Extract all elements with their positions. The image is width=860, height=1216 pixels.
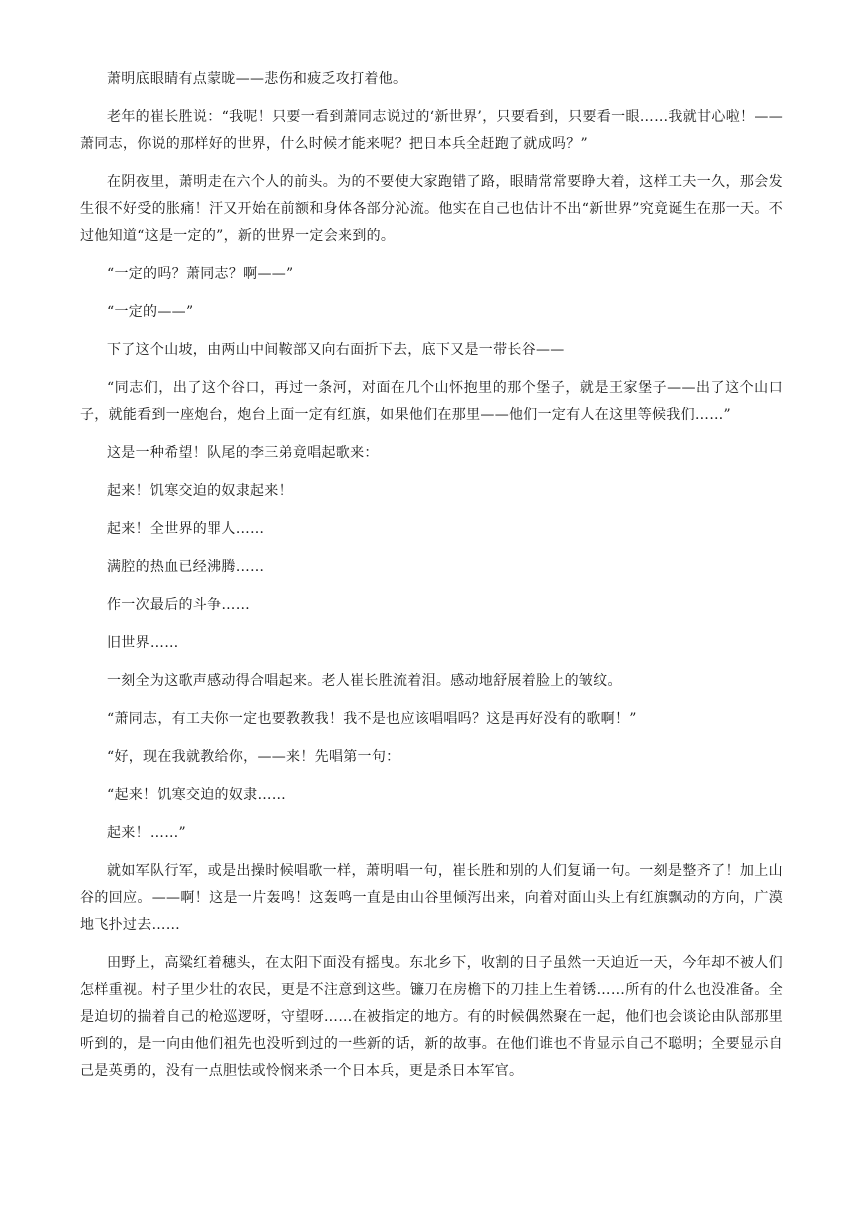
paragraph: “萧同志，有工夫你一定也要教教我！我不是也应该唱唱吗？这是再好没有的歌啊！” [107,711,637,727]
paragraph: 这是一种希望！队尾的李三弟竟唱起歌来： [107,445,379,461]
paragraph: “一定的吗？萧同志？啊——” [107,266,294,282]
paragraph: 萧明底眼睛有点蒙昽——悲伤和疲乏攻打着他。 [107,71,408,87]
paragraph: 就如军队行军，或是出操时候唱歌一样，萧明唱一句，崔长胜和别的人们复诵一句。一刻是整齐了！加上山谷的回应。——啊！这是一片轰鸣！这轰鸣一直是由山谷里倾泻出来，向着对面山头上有红旗飘动的方向，广漠地飞扑过去…… [80,863,783,933]
paragraph: 起来！……” [107,825,186,841]
paragraph: 老年的崔长胜说：“我呢！只要一看到萧同志说过的‘新世界’，只要看到，只要看一眼……我就甘心啦！——萧同志，你说的那样好的世界，什么时候才能来呢？把日本兵全赶跑了就成吗？” [80,109,783,152]
song-line: 起来！饥寒交迫的奴隶起来！ [107,483,293,499]
song-line: 满腔的热血已经沸腾…… [107,559,265,575]
song-line: 旧世界…… [107,635,179,651]
paragraph: 下了这个山坡，由两山中间鞍部又向右面折下去，底下又是一带长谷—— [107,342,565,358]
paragraph: 田野上，高粱红着穗头，在太阳下面没有摇曳。东北乡下，收割的日子虽然一天迫近一天，今年却不被人们怎样重视。村子里少壮的农民，更是不注意到这些。镰刀在房檐下的刀挂上生着锈……所有的什么也没准备。全是迫切的揣着自己的枪巡逻呀，守望呀……在被指定的地方。有的时候偶然聚在一起，他们也会谈论由队部那里听到的，是一向由他们祖先也没听到过的一些新的话，新的故事。在他们谁也不肯显示自己不聪明；全要显示自己是英勇的，没有一点胆怯或怜悯来杀一个日本兵，更是杀日本军官。 [80,955,783,1079]
document-body [80,66,783,1085]
paragraph: 在阴夜里，萧明走在六个人的前头。为的不要使大家跑错了路，眼睛常常要睁大着，这样工夫一久，那会发生很不好受的胀痛！汗又开始在前额和身体各部分沁流。他实在自己也估计不出“新世界”究竟诞生在那一天。不过他知道“这是一定的”，新的世界一定会来到的。 [80,174,783,244]
paragraph: “起来！饥寒交迫的奴隶…… [107,787,287,803]
paragraph: 一刻全为这歌声感动得合唱起来。老人崔长胜流着泪。感动地舒展着脸上的皱纹。 [107,673,622,689]
song-line: 作一次最后的斗争…… [107,597,250,613]
song-line: 起来！全世界的罪人…… [107,521,265,537]
paragraph: “同志们，出了这个谷口，再过一条河，对面在几个山怀抱里的那个堡子，就是王家堡子——出了这个山口子，就能看到一座炮台，炮台上面一定有红旗，如果他们在那里——他们一定有人在这里等候我们……” [80,380,783,423]
paragraph: “一定的——” [107,304,194,320]
paragraph: “好，现在我就教给你，——来！先唱第一句： [107,749,401,765]
